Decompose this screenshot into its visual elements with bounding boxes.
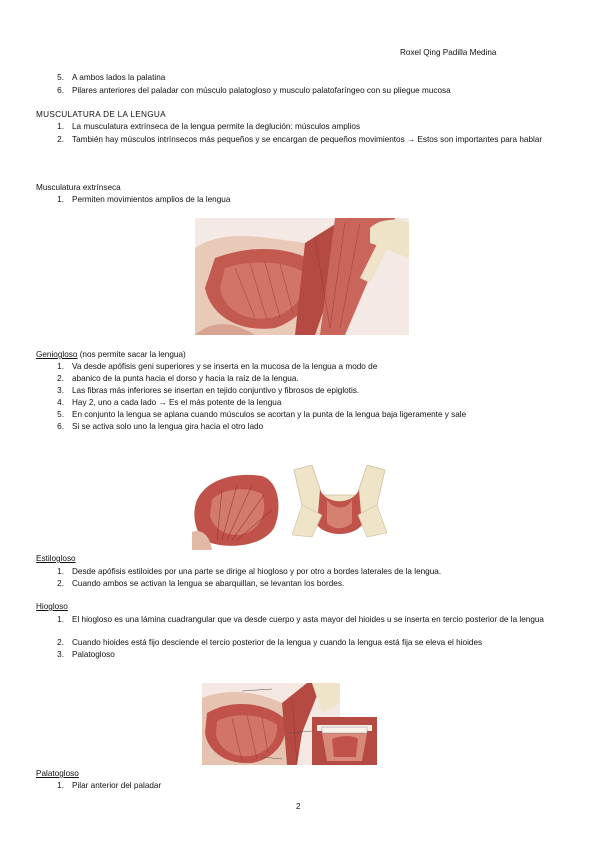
tongue-posterior-illustration <box>292 465 387 540</box>
section-title-geniogloso: Geniogloso (nos permite sacar la lengua) <box>36 350 186 359</box>
section-title-estilogloso: Estilogloso <box>36 554 76 563</box>
genioglossus-illustration <box>192 470 282 550</box>
section-title-musculatura: MUSCULATURA DE LA LENGUA <box>36 110 166 119</box>
section-title-palatogloso: Palatogloso <box>36 769 79 778</box>
page-number: 2 <box>296 802 301 811</box>
section-title-extrinseca: Musculatura extrínseca <box>36 183 121 192</box>
tongue-muscles-illustration <box>195 218 409 335</box>
section-title-hiogloso: Hiogloso <box>36 602 68 611</box>
author-name: Roxel Qing Padilla Medina <box>400 48 497 57</box>
oral-cavity-illustration <box>312 717 377 765</box>
